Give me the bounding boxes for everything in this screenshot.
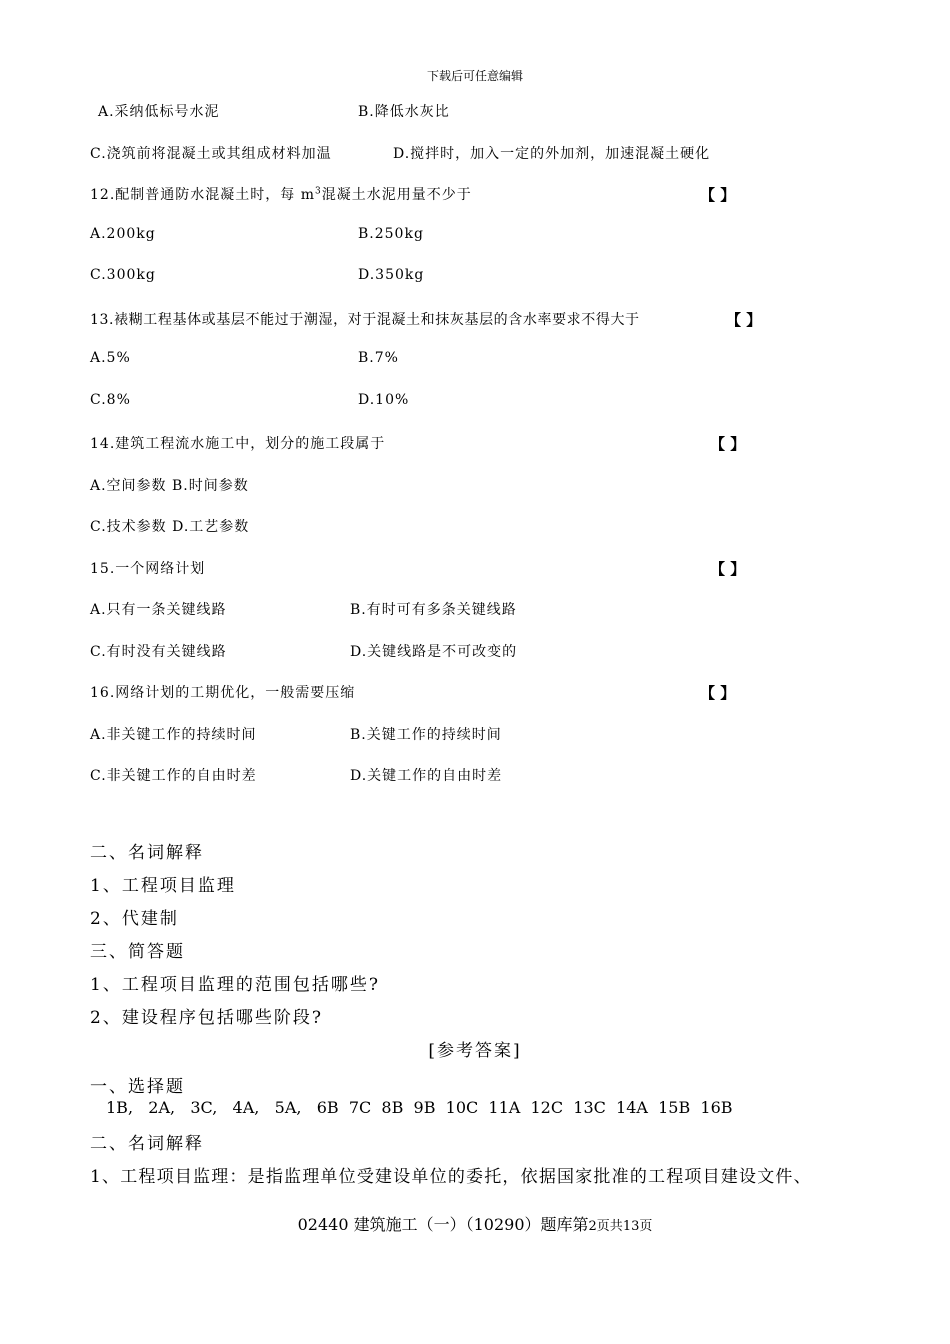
- section3-item-1: 1、工程项目监理的范围包括哪些?: [90, 975, 380, 995]
- page-footer: 02440 建筑施工（一）（10290）题库第2页共13页: [297, 1215, 653, 1234]
- q15-option-d: D.关键线路是不可改变的: [350, 644, 518, 660]
- q11-option-d: D.搅拌时，加入一定的外加剂，加速混凝土硬化: [393, 146, 711, 162]
- q14-options-ab: A.空间参数 B.时间参数: [90, 478, 249, 494]
- section3-item-2: 2、建设程序包括哪些阶段?: [90, 1008, 323, 1028]
- q12-stem: 12.配制普通防水混凝土时，每 $m^3$混凝土水泥用量不少于: [90, 186, 472, 203]
- section2-item-1: 1、工程项目监理: [90, 876, 236, 896]
- q14-options-cd: C.技术参数 D.工艺参数: [90, 519, 250, 535]
- q11-option-c: C.浇筑前将混凝土或其组成材料加温: [90, 146, 332, 162]
- q16-stem: 16.网络计划的工期优化，一般需要压缩: [90, 685, 356, 701]
- q16-answer-bracket: 【 】: [700, 684, 736, 702]
- section2-title: 二、名词解释: [90, 843, 204, 863]
- answers-definition-1: 1、工程项目监理：是指监理单位受建设单位的委托，依据国家批准的工程项目建设文件、: [90, 1167, 812, 1187]
- q12-answer-bracket: 【 】: [700, 186, 736, 204]
- q16-option-c: C.非关键工作的自由时差: [90, 768, 257, 784]
- q16-option-b: B.关键工作的持续时间: [350, 727, 502, 743]
- section3-title: 三、简答题: [90, 942, 185, 962]
- q13-answer-bracket: 【 】: [726, 311, 762, 329]
- page-header: 下载后可任意编辑: [426, 69, 523, 83]
- q15-option-c: C.有时没有关键线路: [90, 644, 227, 660]
- answers-section1-title: 一、选择题: [90, 1077, 185, 1097]
- answers-choice-list: 1B, 2A, 3C, 4A, 5A, 6B 7C 8B 9B 10C 11A 12C 13C 14A 15B 16B: [106, 1098, 733, 1117]
- q14-stem: 14.建筑工程流水施工中，划分的施工段属于: [90, 436, 386, 452]
- q11-option-a: A.采纳低标号水泥: [98, 104, 220, 120]
- q15-option-b: B.有时可有多条关键线路: [350, 602, 517, 618]
- section2-item-2: 2、代建制: [90, 909, 179, 929]
- q13-option-a: A.5%: [90, 350, 131, 366]
- q12-option-c: C.300kg: [90, 267, 156, 283]
- q15-option-a: A.只有一条关键线路: [90, 602, 227, 618]
- q11-option-b: B.降低水灰比: [358, 104, 450, 120]
- q13-option-d: D.10%: [358, 392, 410, 408]
- q14-answer-bracket: 【 】: [710, 435, 746, 453]
- q13-option-b: B.7%: [358, 350, 399, 366]
- q15-answer-bracket: 【 】: [710, 560, 746, 578]
- q16-option-a: A.非关键工作的持续时间: [90, 727, 257, 743]
- q13-option-c: C.8%: [90, 392, 131, 408]
- q16-option-d: D.关键工作的自由时差: [350, 768, 503, 784]
- q12-option-b: B.250kg: [358, 226, 424, 242]
- q13-stem: 13.裱糊工程基体或基层不能过于潮湿，对于混凝土和抹灰基层的含水率要求不得大于: [90, 312, 640, 328]
- q15-stem: 15.一个网络计划: [90, 561, 206, 577]
- q12-option-a: A.200kg: [90, 226, 156, 242]
- q12-option-d: D.350kg: [358, 267, 425, 283]
- answers-section2-title: 二、名词解释: [90, 1134, 204, 1154]
- answers-title: [参考答案]: [428, 1041, 522, 1061]
